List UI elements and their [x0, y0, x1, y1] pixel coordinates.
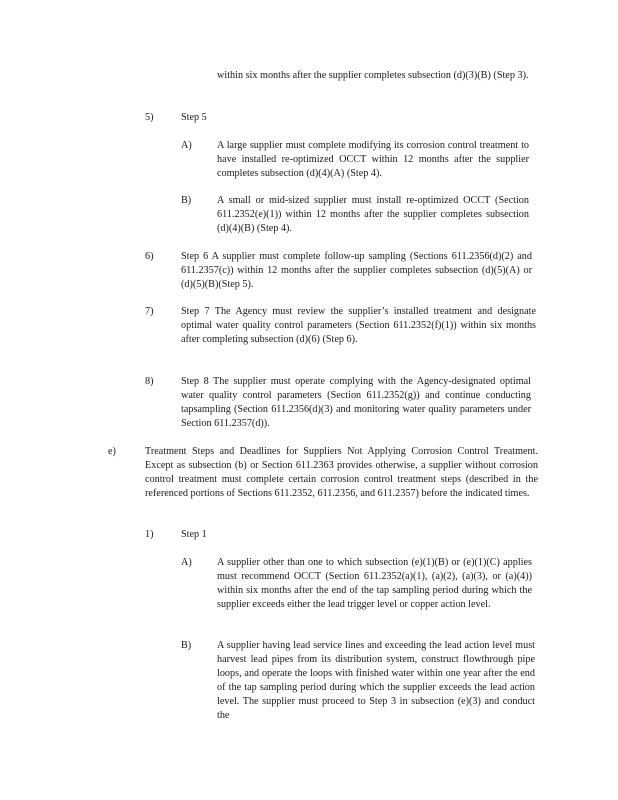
e-item-1b-label: B)	[181, 640, 192, 651]
item-5b-label: B)	[181, 195, 192, 206]
item-6-number: 6)	[145, 251, 154, 262]
item-5a-text: A large supplier must complete modifying its corrosion control treatment to have installed re-optimized OCCT within 12 months after the supplier completes subsection (d)(4)(A) (Step 4).	[217, 140, 529, 179]
section-e-label: e)	[108, 446, 116, 457]
e-item-1-number: 1)	[145, 529, 154, 540]
item-6-text: Step 6 A supplier must complete follow-up sampling (Sections 611.2356(d)(2) and 611.2357(c)) within 12 months after the supplier completes subsection (d)(5)(A) or (d)(5)(B)(Step 5).	[181, 251, 532, 290]
item-8-text: Step 8 The supplier must operate complying with the Agency-designated optimal water quality control parameters (Section 611.2352(g)) and continue conducting tapsampling (Section 611.2356(d)(3) and monitoring water quality parameters under Section 611.2357(d)).	[181, 376, 531, 429]
item-5a-label: A)	[181, 140, 192, 151]
e-item-1a-text: A supplier other than one to which subsection (e)(1)(B) or (e)(1)(C) applies must recommend OCCT (Section 611.2352(a)(1), (a)(2), (a)(3), or (a)(4)) within six months after the end of the tap sampling period during which the supplier exceeds either the lead trigger level or copper action level.	[217, 557, 532, 610]
item-8-number: 8)	[145, 376, 154, 387]
paragraph-continuation: within six months after the supplier completes subsection (d)(3)(B) (Step 3).	[217, 70, 529, 81]
item-5b-text: A small or mid-sized supplier must install re-optimized OCCT (Section 611.2352(e)(1)) within 12 months after the supplier completes subsection (d)(4)(B) (Step 4).	[217, 195, 529, 234]
e-item-1b-text: A supplier having lead service lines and exceeding the lead action level must harvest lead pipes from its distribution system, construct flowthrough pipe loops, and operate the loops with finished water within one year after the end of the tap sampling period during which the supplier exceeds the lead action level. The supplier must proceed to Step 3 in subsection (e)(3) and conduct the	[217, 640, 535, 721]
item-5-number: 5)	[145, 112, 154, 123]
e-item-1-heading: Step 1	[181, 529, 207, 540]
item-7-text: Step 7 The Agency must review the supplier’s installed treatment and designate optimal water quality control parameters (Section 611.2352(f)(1)) within six months after completing subsection (d)(6) (Step 6).	[181, 306, 536, 345]
item-7-number: 7)	[145, 306, 154, 317]
item-5-heading: Step 5	[181, 112, 207, 123]
section-e-text: Treatment Steps and Deadlines for Suppliers Not Applying Corrosion Control Treatment. Except as subsection (b) or Section 611.2363 provides otherwise, a supplier without corrosion control treatment must complete certain corrosion control treatment steps (described in the referenced portions of Sections 611.2352, 611.2356, and 611.2357) before the indicated times.	[145, 446, 538, 499]
e-item-1a-label: A)	[181, 557, 192, 568]
